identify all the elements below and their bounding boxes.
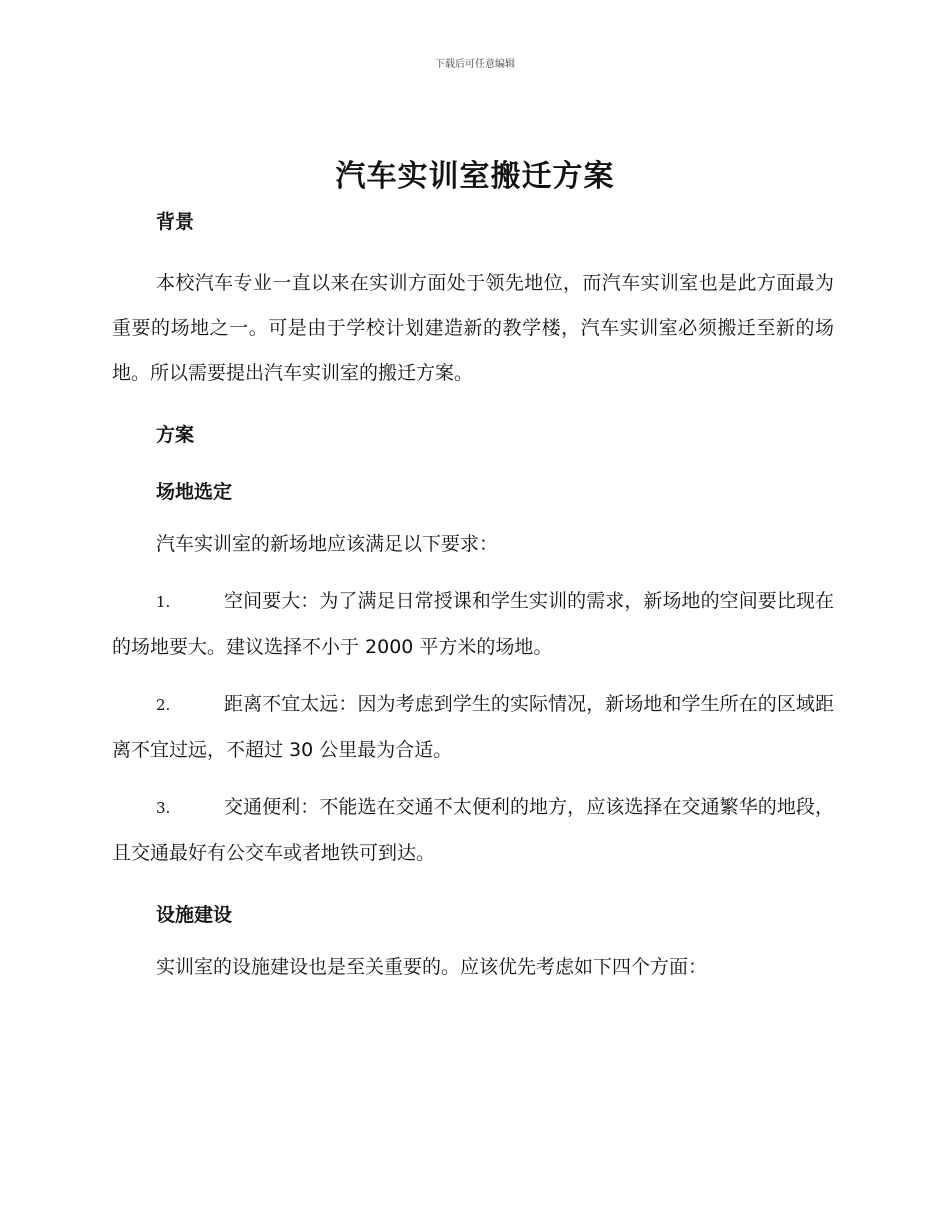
list-item-text: 距离不宜太远：因为考虑到学生的实际情况，新场地和学生所在的区域距离不宜过远，不超过 30 公里最为合适。 [112,693,834,761]
list-number: 3. [156,799,171,817]
list-item-requirement-3 [112,785,834,876]
document-body [112,204,834,990]
list-item-text: 交通便利：不能选在交通不太便利的地方，应该选择在交通繁华的地段，且交通最好有公交车或者地铁可到达。 [112,796,834,864]
heading-facility: 设施建设 [156,904,233,926]
list-number: 2. [156,696,171,714]
list-number: 1. [156,593,171,611]
document-title: 汽车实训室搬迁方案 [335,159,615,194]
heading-site-selection: 场地选定 [156,481,233,503]
list-item-requirement-2 [112,682,834,773]
list-item-requirement-1 [112,579,834,670]
list-item-text: 空间要大：为了满足日常授课和学生实训的需求，新场地的空间要比现在的场地要大。建议选择不小于 2000 平方米的场地。 [112,590,834,658]
paragraph-background: 本校汽车专业一直以来在实训方面处于领先地位，而汽车实训室也是此方面最为重要的场地之一。可是由于学校计划建造新的教学楼，汽车实训室必须搬迁至新的场地。所以需要提出汽车实训室的搬迁方案。 [112,272,834,384]
heading-background: 背景 [156,211,195,233]
paragraph-facility-intro: 实训室的设施建设也是至关重要的。应该优先考虑如下四个方面： [156,956,708,978]
header-note: 下载后可任意编辑 [435,59,515,70]
paragraph-site-intro: 汽车实训室的新场地应该满足以下要求： [156,533,499,555]
heading-plan: 方案 [156,424,195,446]
